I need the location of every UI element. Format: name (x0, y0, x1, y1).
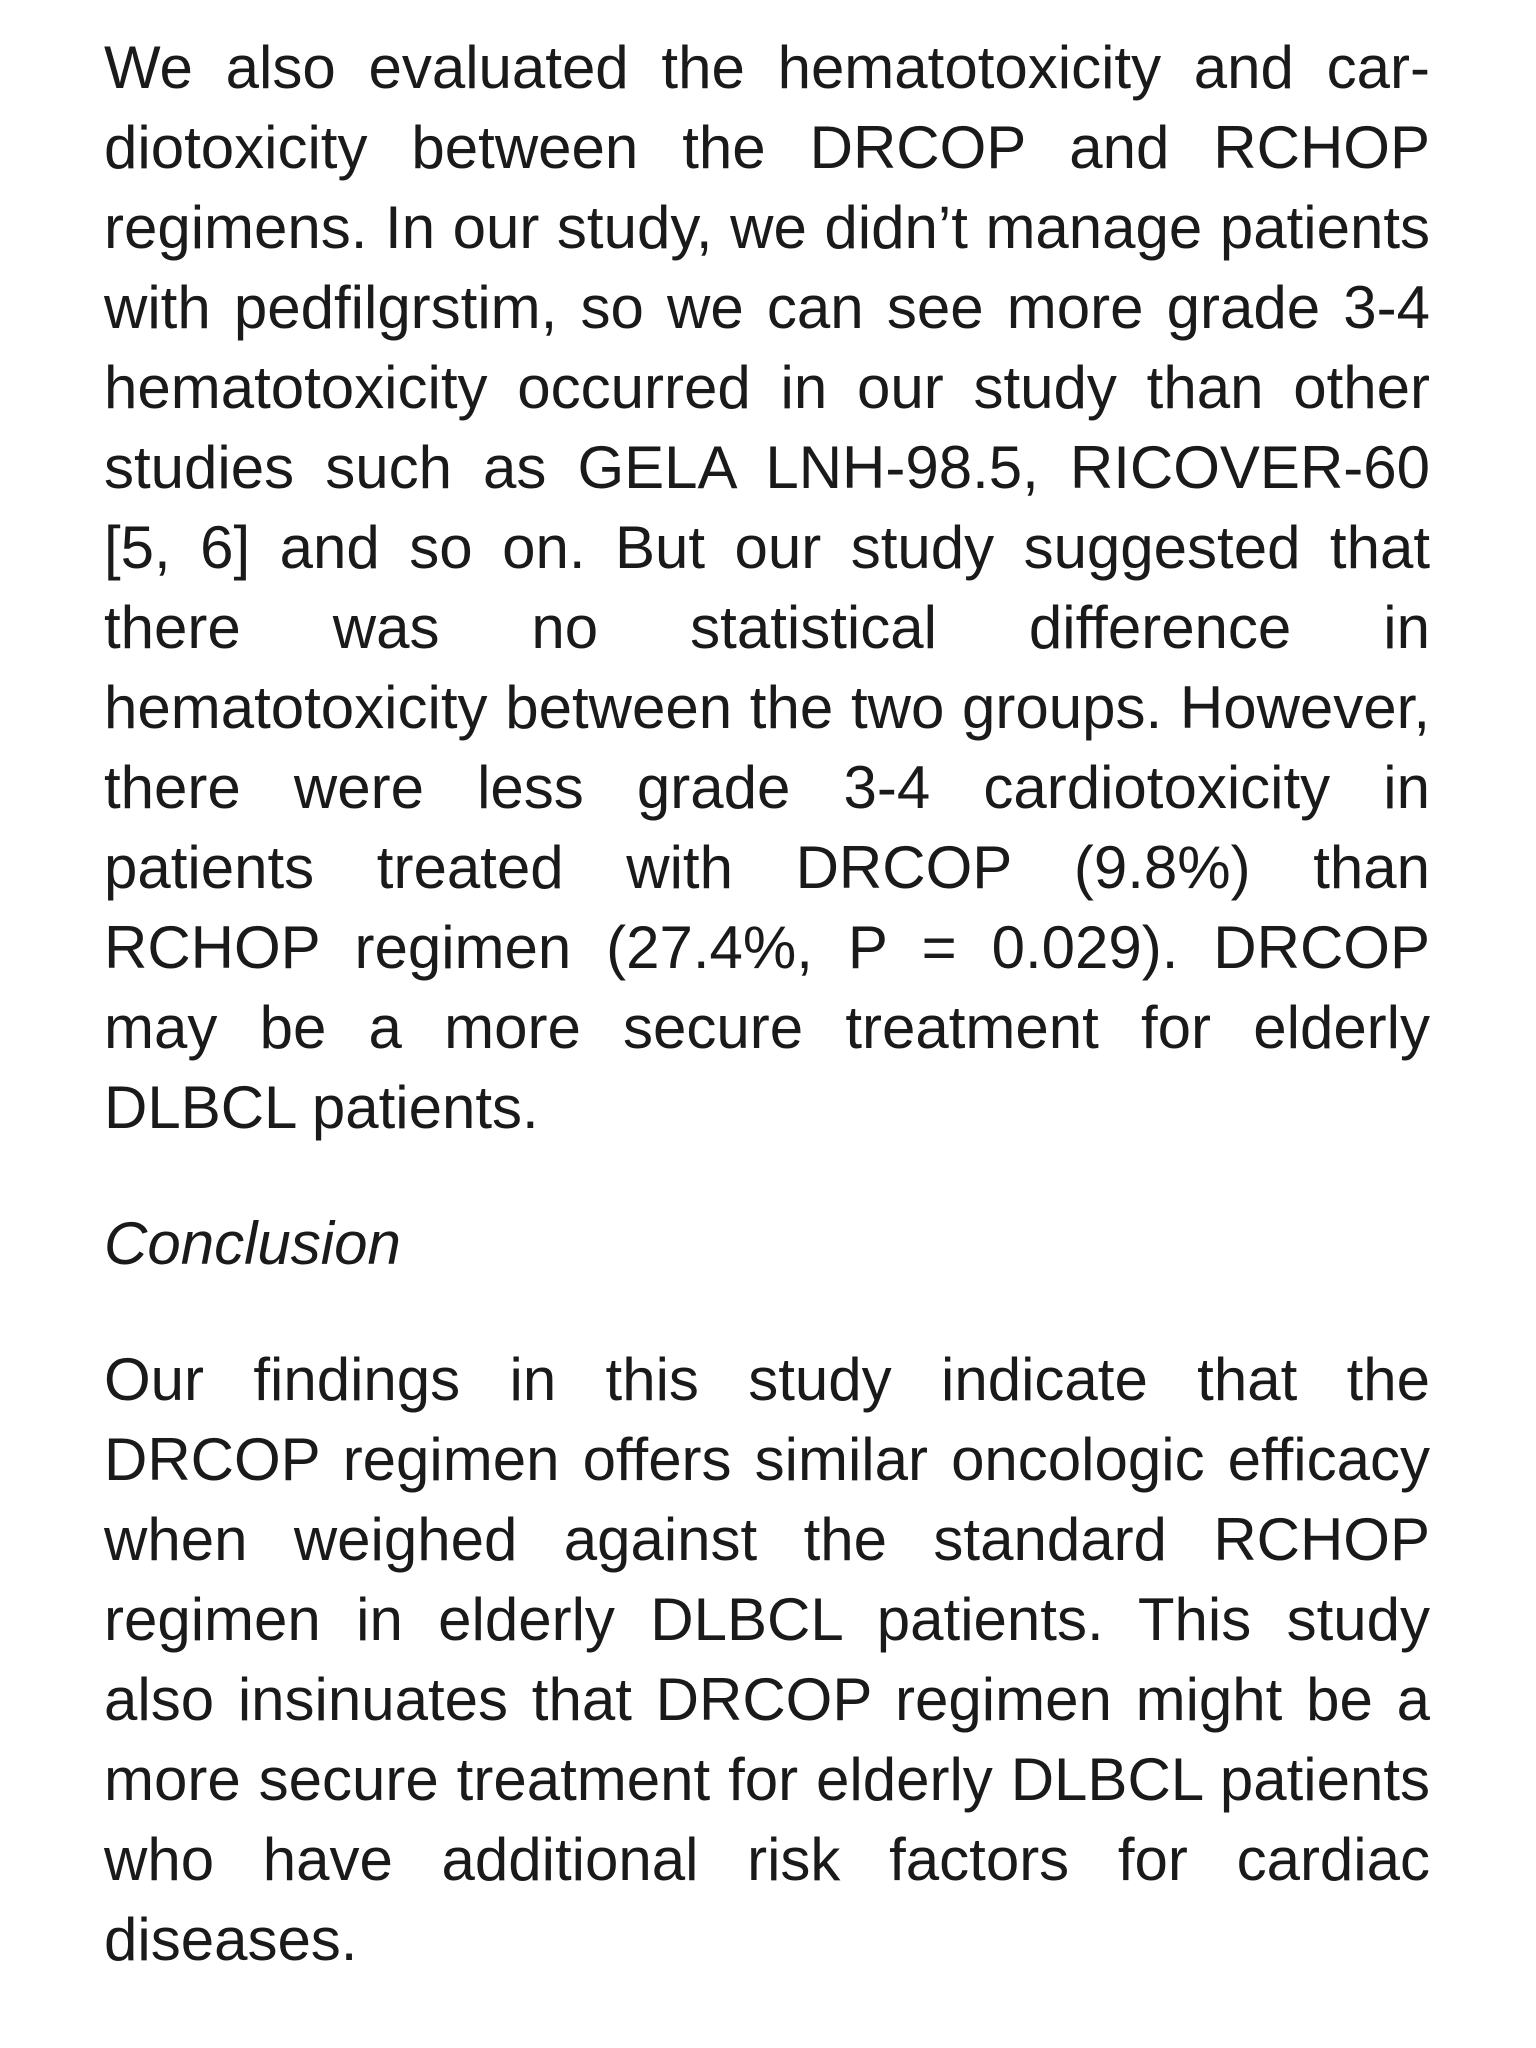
conclusion-paragraph: Our findings in this study indicate that the DRCOP regimen offers similar oncologic efficacy when weighed against the standard RCHOP regimen in elderly DLBCL patients. This study also insinuates that DRCOP regimen might be a more secure treatment for elderly DLBCL patients who have additional risk factors for cardiac diseases. (104, 1346, 1430, 1973)
paper-page (104, 28, 1430, 1980)
discussion-paragraph: We also evaluated the hematotoxicity and cardiotoxicity between the DRCOP and RCHOP regimens. In our study, we didn’t manage patients with pedfilgrstim, so we can see more grade 3-4 hematotoxicity occurred in our study than other studies such as GELA LNH-98.5, RICOVER-60 [5, 6] and so on. But our study suggested that there was no statistical difference in hematotoxicity between the two groups. However, there were less grade 3-4 cardiotoxicity in patients treated with DRCOP (9.8%) than RCHOP regimen (27.4%, P = 0.029). DRCOP may be a more secure treatment for elderly DLBCL patients. (104, 34, 1430, 1141)
conclusion-heading: Conclusion (104, 1210, 401, 1277)
